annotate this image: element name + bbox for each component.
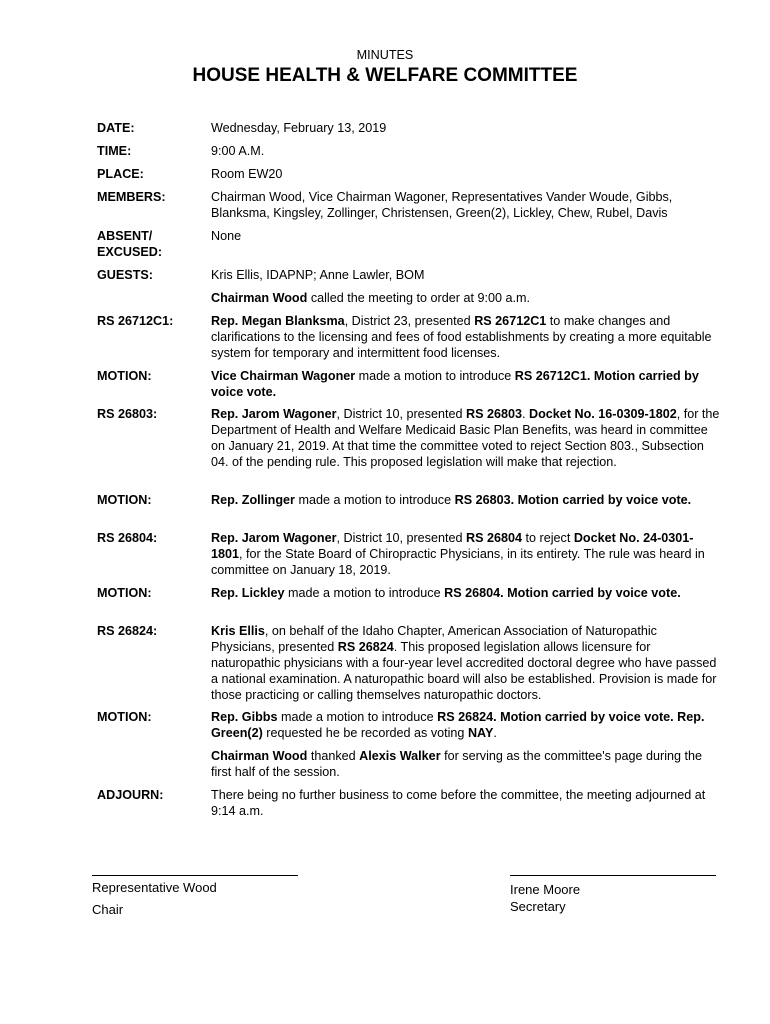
doc-type-label: MINUTES [356, 48, 414, 62]
text: , District 10, presented [336, 407, 466, 421]
bold-text: NAY [467, 726, 494, 740]
bold-text: Vice Chairman Wagoner [211, 369, 356, 383]
row-label: PLACE: [97, 167, 144, 181]
text: made a motion to introduce [277, 710, 438, 724]
row-label: ABSENT/ EXCUSED: [97, 229, 163, 259]
row-label: RS 26803: [97, 407, 158, 421]
bold-text: Rep. Jarom Wagoner [211, 531, 337, 545]
bold-text: RS 26824. Motion carried by voice vote. Rep. Green(2) [211, 710, 705, 740]
bold-text: RS 26804. Motion carried by voice vote. [444, 586, 681, 600]
text: , for the State Board of Chiropractic Physicians, in its entirety. The rule was heard in committee on January 18, 2019. [211, 547, 705, 577]
row-value [211, 623, 723, 703]
row-label: DATE: [97, 121, 135, 135]
text: . [522, 407, 530, 421]
row-label: MOTION: [97, 369, 152, 383]
bold-text: RS 26824 [337, 640, 394, 654]
text: Kris Ellis, IDAPNP; Anne Lawler, BOM [211, 268, 425, 282]
row-label: MOTION: [97, 586, 152, 600]
secretary-name: Irene Moore [510, 882, 581, 897]
bold-text: Rep. Lickley [211, 586, 285, 600]
row-value [211, 228, 723, 244]
text: 9:00 A.M. [211, 144, 265, 158]
text: . This proposed legislation allows licensure for naturopathic physicians with a four-year level accredited doctoral degree who have passed a national examination. A naturopathic board will also be established. Provision is made for those practicing or calling themselves naturopathic doctors. [211, 640, 717, 702]
text: to make changes and clarifications to the licensing and fees of food establishments by creating a more equitable system for temporary and intermittent food licenses. [211, 314, 712, 360]
row-value [211, 313, 723, 361]
bold-text: Kris Ellis [211, 624, 265, 638]
row-label: MOTION: [97, 710, 152, 724]
bold-text: RS 26803 [466, 407, 523, 421]
secretary-role: Secretary [510, 899, 566, 914]
row-label: RS 26804: [97, 531, 158, 545]
text: made a motion to introduce [294, 493, 455, 507]
row-value [211, 530, 723, 578]
text: to reject [522, 531, 574, 545]
committee-title: HOUSE HEALTH & WELFARE COMMITTEE [192, 65, 578, 86]
bold-text: Rep. Jarom Wagoner [211, 407, 337, 421]
row-value [211, 492, 723, 508]
text: made a motion to introduce [284, 586, 445, 600]
row-value [211, 120, 723, 136]
row-label: GUESTS: [97, 268, 153, 282]
signature-line-secretary [510, 875, 716, 876]
row-value [211, 189, 723, 221]
bold-text: Rep. Megan Blanksma [211, 314, 345, 328]
text: , District 10, presented [336, 531, 466, 545]
row-value [211, 585, 723, 601]
row-value [211, 406, 723, 470]
bold-text: RS 26803. Motion carried by voice vote. [454, 493, 692, 507]
bold-text: Chairman Wood [211, 749, 308, 763]
text: made a motion to introduce [355, 369, 515, 383]
chair-role: Chair [92, 902, 124, 917]
text: Room EW20 [211, 167, 283, 181]
text: , on behalf of the Idaho Chapter, American Association of Naturopathic Physicians, presented [211, 624, 657, 654]
row-label: MEMBERS: [97, 190, 166, 204]
row-value [211, 290, 723, 306]
row-value [211, 748, 723, 780]
bold-text: Docket No. 24-0301-1801 [211, 531, 694, 561]
bold-text: Rep. Zollinger [211, 493, 295, 507]
row-value [211, 166, 723, 182]
row-value [211, 368, 723, 400]
text: Wednesday, February 13, 2019 [211, 121, 387, 135]
text: , District 23, presented [344, 314, 475, 328]
text: . [493, 726, 497, 740]
bold-text: Alexis Walker [359, 749, 441, 763]
row-label: ADJOURN: [97, 788, 164, 802]
row-label: TIME: [97, 144, 132, 158]
text: , for the Department of Health and Welfare Medicaid Basic Plan Benefits, was heard in committee on January 21, 2019. At that time the committee voted to reject Section 803., Subsection 04. of the pending rule. This proposed legislation will make that rejection. [211, 407, 720, 469]
text: There being no further business to come before the committee, the meeting adjourned at 9:14 a.m. [211, 788, 706, 818]
row-value [211, 267, 723, 283]
row-label: RS 26824: [97, 624, 158, 638]
text: for serving as the committee's page during the first half of the session. [211, 749, 703, 779]
text: None [211, 229, 242, 243]
row-value [211, 787, 723, 819]
chair-name: Representative Wood [92, 880, 217, 895]
bold-text: RS 26804 [466, 531, 523, 545]
text: Chairman Wood, Vice Chairman Wagoner, Representatives Vander Woude, Gibbs, Blanksma, Kingsley, Zollinger, Christensen, Green(2), Lickley, Chew, Rubel, Davis [211, 190, 673, 220]
row-label: MOTION: [97, 493, 152, 507]
text: requested he be recorded as voting [262, 726, 468, 740]
text: thanked [307, 749, 360, 763]
signature-line-chair [92, 875, 298, 876]
bold-text: Docket No. 16-0309-1802 [529, 407, 677, 421]
bold-text: RS 26712C1. Motion carried by voice vote. [211, 369, 699, 399]
row-label: RS 26712C1: [97, 314, 174, 328]
text: called the meeting to order at 9:00 a.m. [307, 291, 530, 305]
bold-text: Rep. Gibbs [211, 710, 278, 724]
bold-text: RS 26712C1 [474, 314, 547, 328]
row-value [211, 143, 723, 159]
bold-text: Chairman Wood [211, 291, 308, 305]
row-value [211, 709, 723, 741]
